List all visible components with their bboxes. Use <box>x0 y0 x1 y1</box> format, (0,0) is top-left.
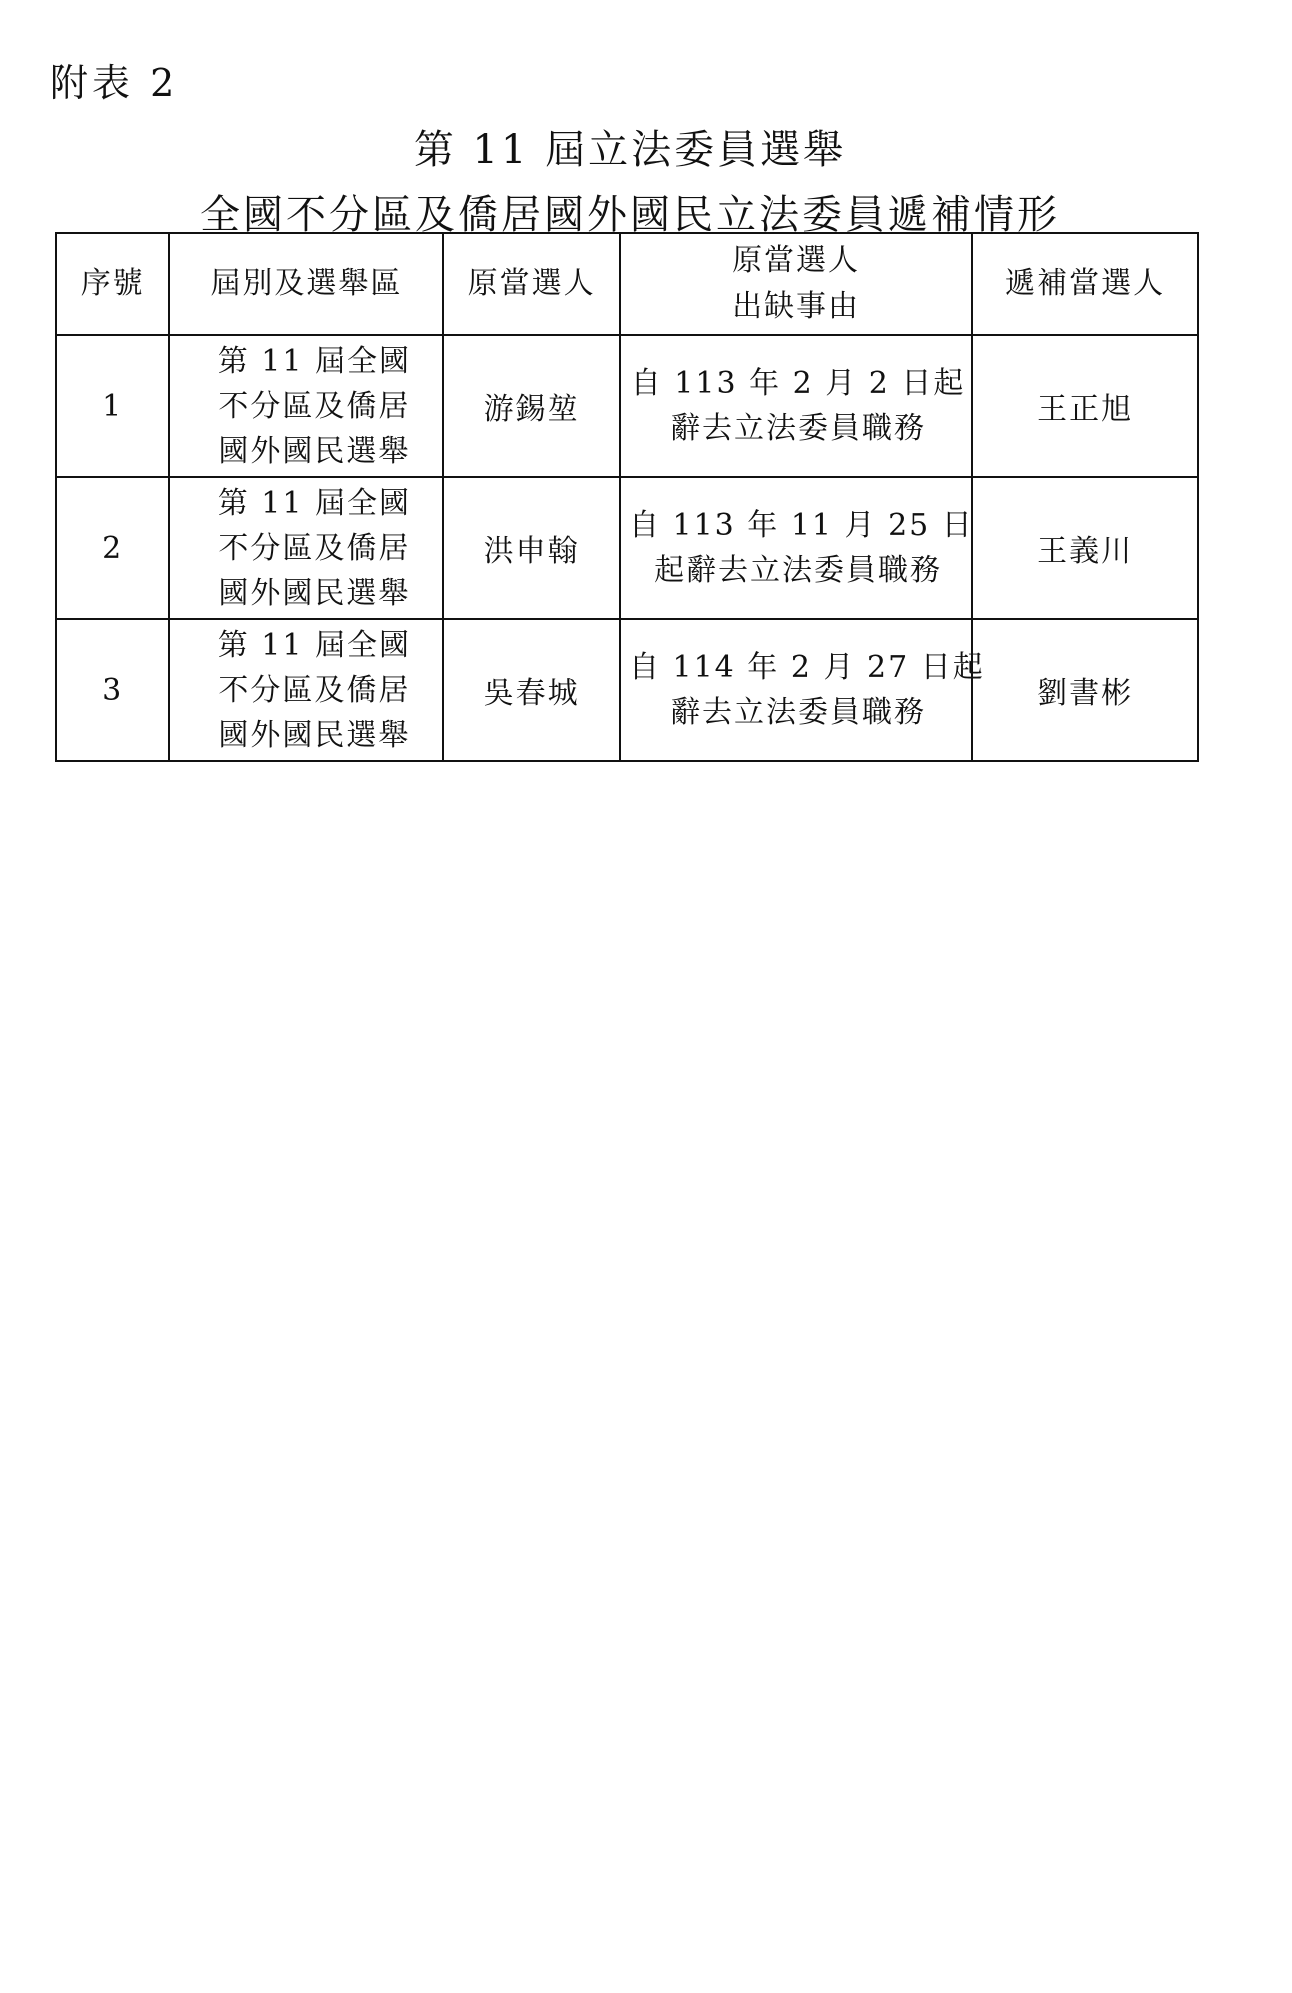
replacement-table <box>55 232 1199 762</box>
row-district-line: 國外國民選舉 <box>218 433 411 469</box>
row-reason <box>620 335 972 477</box>
table-row <box>56 619 1198 761</box>
document-subtitle: 全國不分區及僑居國外國民立法委員遞補情形 <box>200 192 1060 238</box>
header-reason <box>620 233 972 335</box>
row-reason-line: 自 113 年 2 月 2 日起 <box>630 366 966 401</box>
row-district-line: 第 11 屆全國 <box>217 343 411 379</box>
header-seq: 序號 <box>56 233 169 335</box>
row-district-line: 國外國民選舉 <box>218 575 411 611</box>
row-district-line: 第 11 屆全國 <box>217 627 411 663</box>
row-original: 洪申翰 <box>443 477 620 619</box>
row-district <box>169 619 443 761</box>
row-district-line: 不分區及僑居 <box>218 530 411 566</box>
row-reason <box>620 619 985 761</box>
annex-label: 附表 2 <box>50 61 179 105</box>
header-original: 原當選人 <box>443 233 620 335</box>
table-row <box>56 477 1198 619</box>
row-district <box>169 335 443 477</box>
row-replacement: 劉書彬 <box>972 619 1198 761</box>
row-reason-line: 辭去立法委員職務 <box>670 695 927 730</box>
row-district-line: 不分區及僑居 <box>218 672 411 708</box>
table-header-row <box>56 233 1198 335</box>
row-reason-line: 自 114 年 2 月 27 日起 <box>628 650 985 685</box>
row-reason <box>620 477 972 619</box>
header-reason-line2: 出缺事由 <box>732 289 861 324</box>
document-title: 第 11 屆立法委員選舉 <box>413 127 847 173</box>
row-replacement: 王正旭 <box>972 335 1198 477</box>
row-district-line: 第 11 屆全國 <box>217 485 411 521</box>
row-district-line: 不分區及僑居 <box>218 388 411 424</box>
row-district <box>169 477 443 619</box>
row-seq: 3 <box>56 619 169 761</box>
table-row <box>56 335 1198 477</box>
header-reason-line1: 原當選人 <box>732 243 861 278</box>
header-replacement: 遞補當選人 <box>972 233 1198 335</box>
header-district: 屆別及選舉區 <box>169 233 443 335</box>
row-original: 游錫堃 <box>443 335 620 477</box>
row-district-line: 國外國民選舉 <box>218 717 411 753</box>
row-reason-line: 起辭去立法委員職務 <box>654 553 943 588</box>
row-original: 吳春城 <box>443 619 620 761</box>
row-reason-line: 自 113 年 11 月 25 日 <box>628 508 974 543</box>
row-seq: 1 <box>56 335 169 477</box>
row-reason-line: 辭去立法委員職務 <box>670 411 927 446</box>
row-seq: 2 <box>56 477 169 619</box>
row-replacement: 王義川 <box>972 477 1198 619</box>
